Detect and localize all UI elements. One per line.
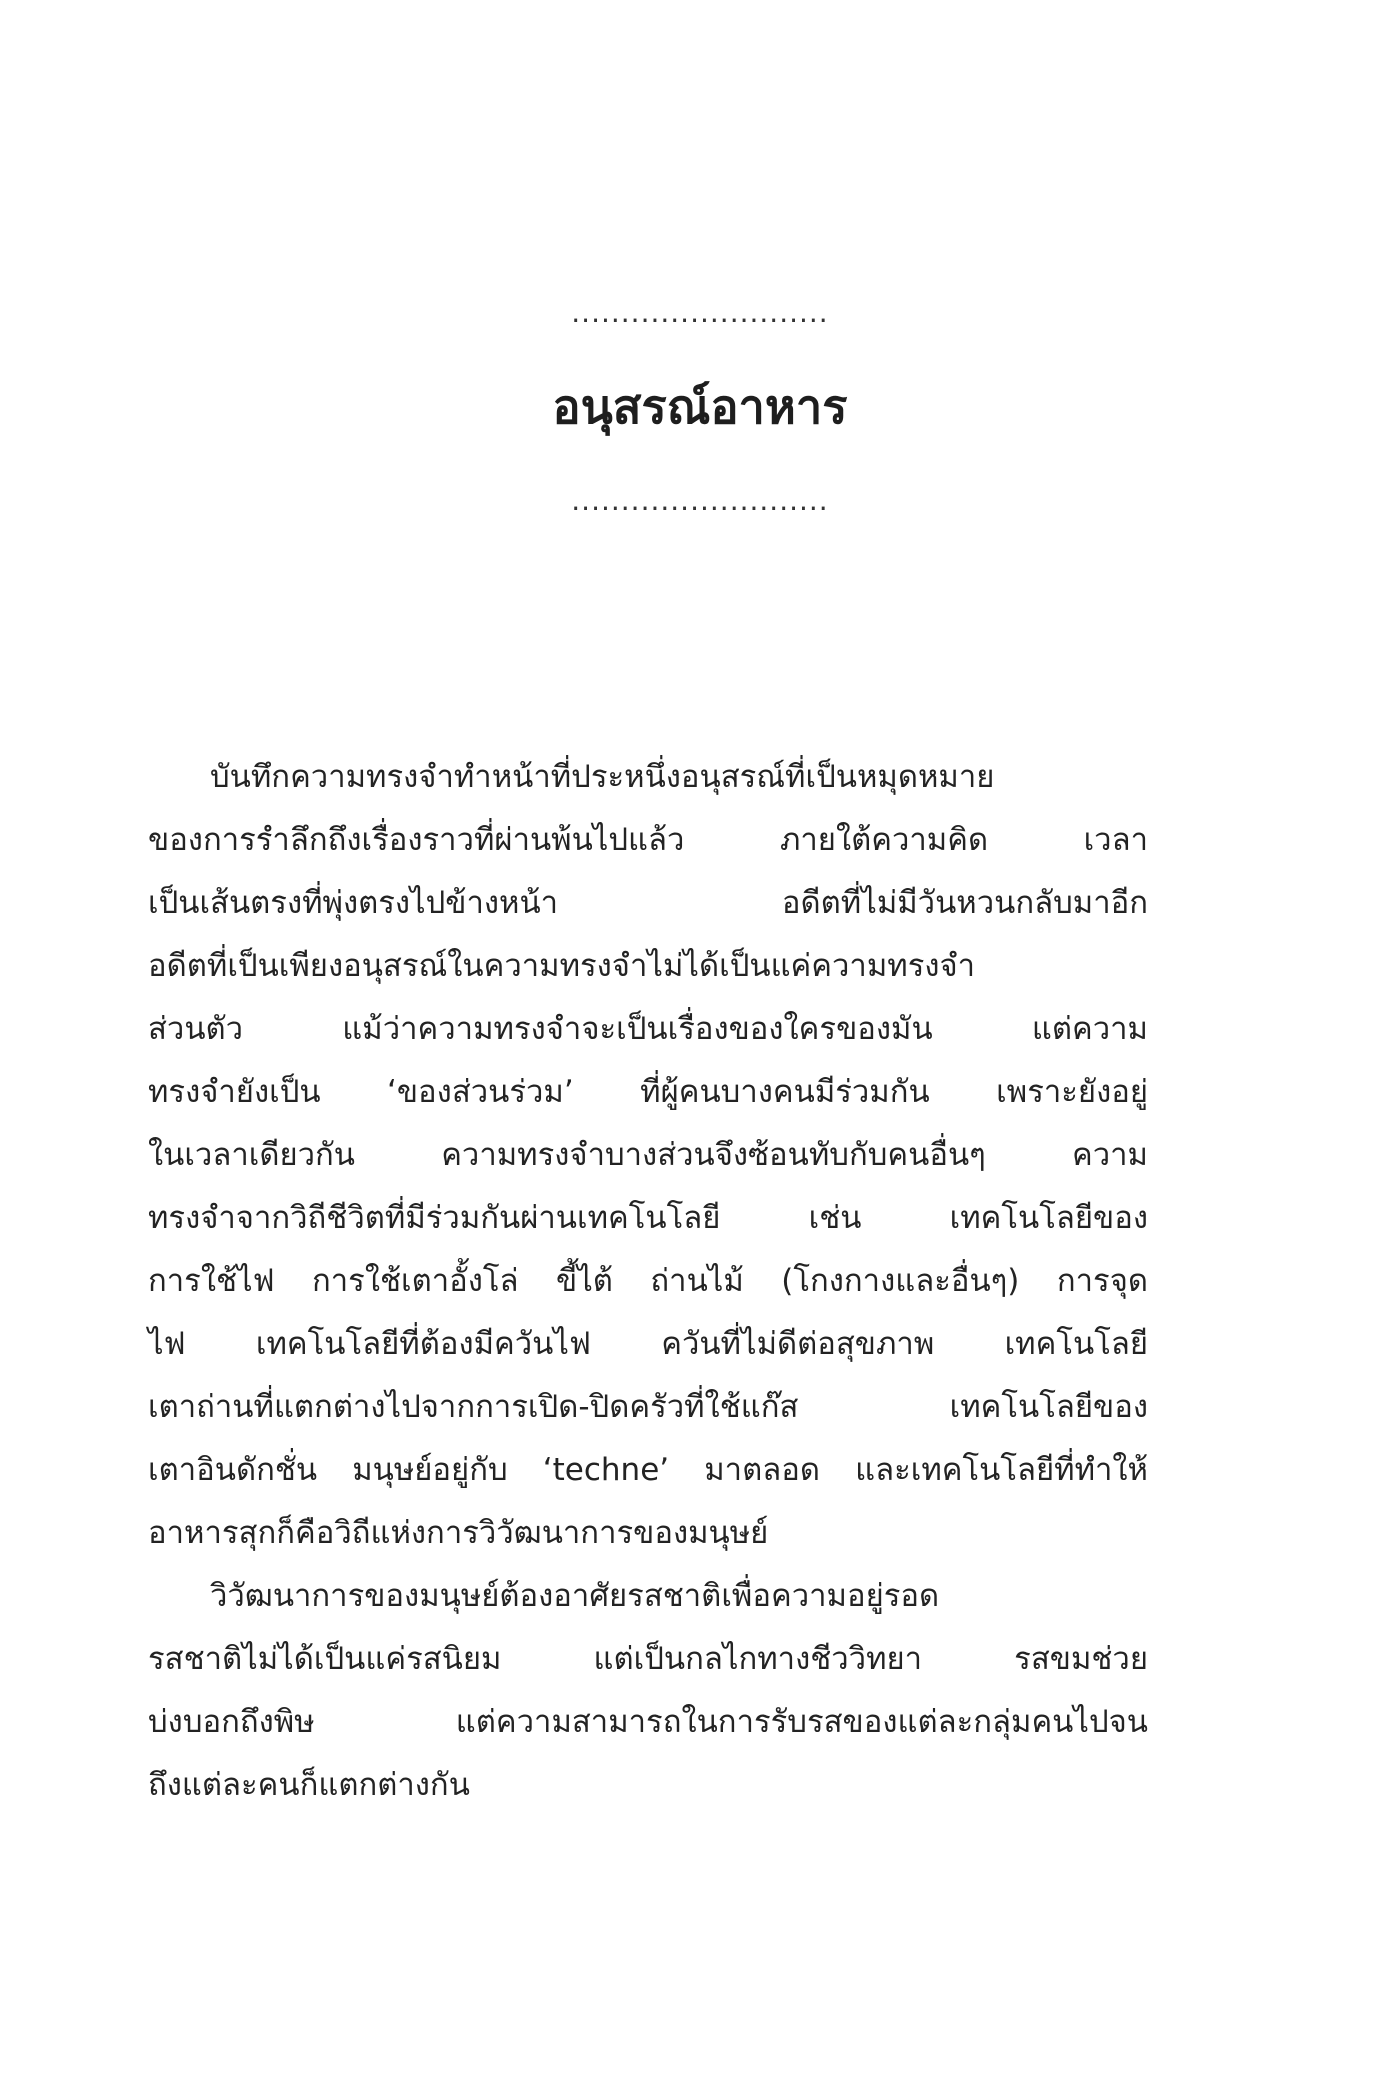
paragraph-line: วิวัฒนาการของมนุษย์ต้องอาศัยรสชาติเพื่อความอยู่รอด — [210, 1578, 940, 1614]
paragraph-line: การใช้ไฟ การใช้เตาอั้งโล่ ขี้ไต้ ถ่านไม้ (โกงกางและอื่นๆ) การจุด — [148, 1263, 1148, 1299]
paragraph-line: บันทึกความทรงจำทำหน้าที่ประหนึ่งอนุสรณ์ที่เป็นหมุดหมาย — [210, 759, 995, 795]
paragraph-line: เตาอินดักชั่น มนุษย์อยู่กับ ‘techne’ มาตลอด และเทคโนโลยีที่ทำให้ — [148, 1452, 1148, 1488]
paragraph-line: บ่งบอกถึงพิษ แต่ความสามารถในการรับรสของแต่ละกลุ่มคนไปจน — [148, 1704, 1148, 1740]
paragraph-line: ทรงจำจากวิถีชีวิตที่มีร่วมกันผ่านเทคโนโลยี เช่น เทคโนโลยีของ — [148, 1200, 1148, 1236]
paragraph-line: ส่วนตัว แม้ว่าความทรงจำจะเป็นเรื่องของใครของมัน แต่ความ — [148, 1011, 1148, 1047]
paragraph-line: ทรงจำยังเป็น ‘ของส่วนร่วม’ ที่ผู้คนบางคนมีร่วมกัน เพราะยังอยู่ — [148, 1074, 1148, 1110]
paragraph-1 — [148, 746, 1148, 1565]
chapter-title: อนุสรณ์อาหาร — [552, 380, 848, 435]
chapter-header — [0, 298, 1400, 516]
paragraph-line: ไฟ เทคโนโลยีที่ต้องมีควันไฟ ควันที่ไม่ดีต่อสุขภาพ เทคโนโลยี — [148, 1326, 1148, 1362]
paragraph-line: อดีตที่เป็นเพียงอนุสรณ์ในความทรงจำไม่ได้เป็นแค่ความทรงจำ — [148, 948, 976, 984]
paragraph-line: ถึงแต่ละคนก็แตกต่างกัน — [148, 1767, 470, 1803]
paragraph-line: เตาถ่านที่แตกต่างไปจากการเปิด-ปิดครัวที่ใช้แก๊ส เทคโนโลยีของ — [148, 1389, 1148, 1425]
paragraph-line: เป็นเส้นตรงที่พุ่งตรงไปข้างหน้า อดีตที่ไม่มีวันหวนกลับมาอีก — [148, 885, 1148, 921]
dotted-rule-bottom: .......................... — [571, 484, 829, 517]
paragraph-line: อาหารสุกก็คือวิถีแห่งการวิวัฒนาการของมนุษย์ — [148, 1515, 769, 1551]
paragraph-2 — [148, 1565, 1148, 1817]
paragraph-line: รสชาติไม่ได้เป็นแค่รสนิยม แต่เป็นกลไกทางชีววิทยา รสขมช่วย — [148, 1641, 1148, 1677]
dotted-rule-top: .......................... — [571, 296, 829, 329]
paragraph-line: ของการรำลึกถึงเรื่องราวที่ผ่านพ้นไปแล้ว ภายใต้ความคิด เวลา — [148, 822, 1148, 858]
body-text — [148, 746, 1148, 1817]
paragraph-line: ในเวลาเดียวกัน ความทรงจำบางส่วนจึงซ้อนทับกับคนอื่นๆ ความ — [148, 1137, 1148, 1173]
